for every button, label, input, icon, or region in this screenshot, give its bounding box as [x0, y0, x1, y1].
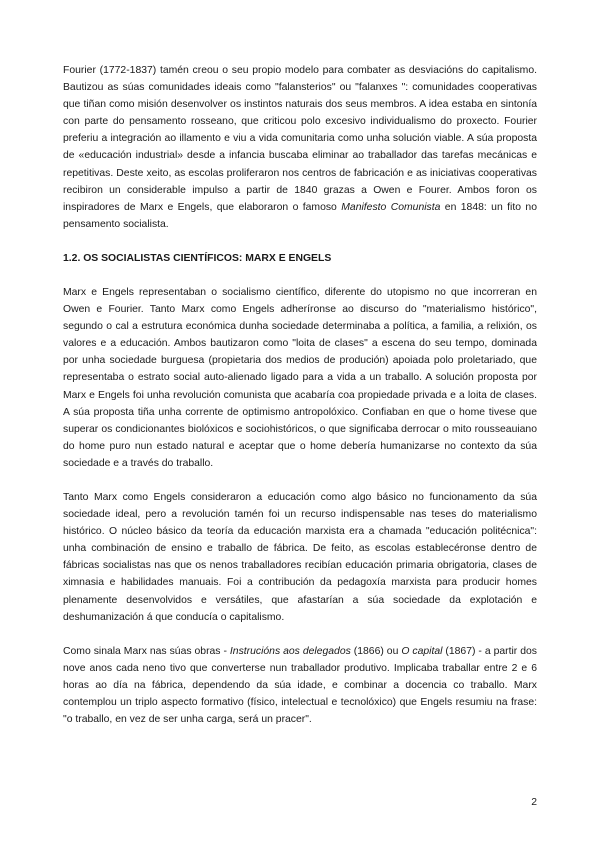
paragraph-works	[63, 643, 537, 728]
paragraph-marx-engels: Marx e Engels representaban o socialismo científico, diferente do utopismo no que incorreran en Owen e Fourier. Tanto Marx como Engels adheríronse ao discurso do "materialismo histórico", segundo o cal a estrutura económica dunha sociedade determinaba a política, a familia, a relixión, os valores e a educación. Ambos bautizaron como "loita de clases" a escena do seu tempo, dominada por unha sociedade burguesa (propietaria dos medios de produción) apoiada polo proletariado, que representaba o estrato social auto-alienado ligado para a vida a un traballo. A solución proposta por Marx e Engels foi unha revolución comunista que acabaría coa propiedade privada e a loita de clases. A súa proposta tiña unha corrente de optimismo antropolóxico. Confiaban en que o home tivese que superar os condicionantes biolóxicos e sociohistóricos, o que significaba derrocar o mito rousseauiano do home puro nun estado natural e aceptar que o home debería humanizarse no contexto da súa sociedade e a través do traballo.	[63, 286, 537, 469]
paragraph-fourier-text: Fourier (1772-1837) tamén creou o seu propio modelo para combater as desviacións do capitalismo. Bautizou as súas comunidades ideais como "falansterios" ou "falanxes ": comunidades cooperativas que tiñan como misión desenvolver os instintos naturais dos seus membros. A idea estaba en sintonía con parte do pensamento rosseano, que criticou polo excesivo individualismo do proxecto. Fourier preferiu a integración ao illamento e viu a vida comunitaria como unha solución viable. A súa proposta de «educación industrial» desde a infancia buscaba eliminar ao traballador das tarefas mecánicas e repetitivas. Deste xeito, as escolas proliferaron nos centros de fabricación e as iniciativas cooperativas recibiron un considerable impulso a partir de 1840 grazas a Owen e Fourer. Ambos foron os inspiradores de Marx e Engels, que elaboraron o famoso	[63, 65, 537, 213]
section-heading: 1.2. OS SOCIALISTAS CIENTÍFICOS: MARX E ENGELS	[63, 252, 332, 264]
manifesto-title: Manifesto Comunista	[341, 201, 441, 213]
paragraph-fourier	[63, 62, 537, 233]
document-page	[63, 62, 537, 728]
page-number: 2	[531, 797, 537, 808]
paragraph-works-start: Como sinala Marx nas súas obras -	[63, 645, 230, 657]
paragraph-works-mid: (1866) ou	[350, 645, 402, 657]
paragraph-works-end: (1867) - a partir dos nove anos cada neno tivo que converterse nun traballador produtivo. Implicaba traballar entre 2 e 6 horas ao día na fábrica, dependendo da súa idade, e combinar a docencia co traballo. Marx contemplou un triplo aspecto formativo (físico, intelectual e tecnolóxico) que Engels resumiu na frase: "o traballo, en vez de ser unha carga, será un pracer".	[63, 645, 537, 726]
capital-title: O capital	[401, 645, 443, 657]
paragraph-fourier-end: en 1848: un fito no pensamento socialista.	[63, 201, 537, 230]
instructions-title: Instrucións aos delegados	[229, 645, 351, 657]
paragraph-education: Tanto Marx como Engels consideraron a educación como algo básico no funcionamento da súa sociedade ideal, pero a revolución tamén foi un recurso indispensable nas teses do materialismo histórico. O núcleo básico da teoría da educación marxista era a chamada "educación politécnica": unha combinación de ensino e traballo de fábrica. De feito, as escolas establecéronse dentro de fábricas socialistas nas que os nenos traballadores recibían educación primaria obrigatoria, clases de ximnasia e habilidades manuais. Foi a contribución da pedagoxía marxista para producir homes plenamente desenvolvidos e versátiles, que afastarían a súa sociedade da explotación e deshumanización á que conducía o capitalismo.	[63, 491, 537, 623]
